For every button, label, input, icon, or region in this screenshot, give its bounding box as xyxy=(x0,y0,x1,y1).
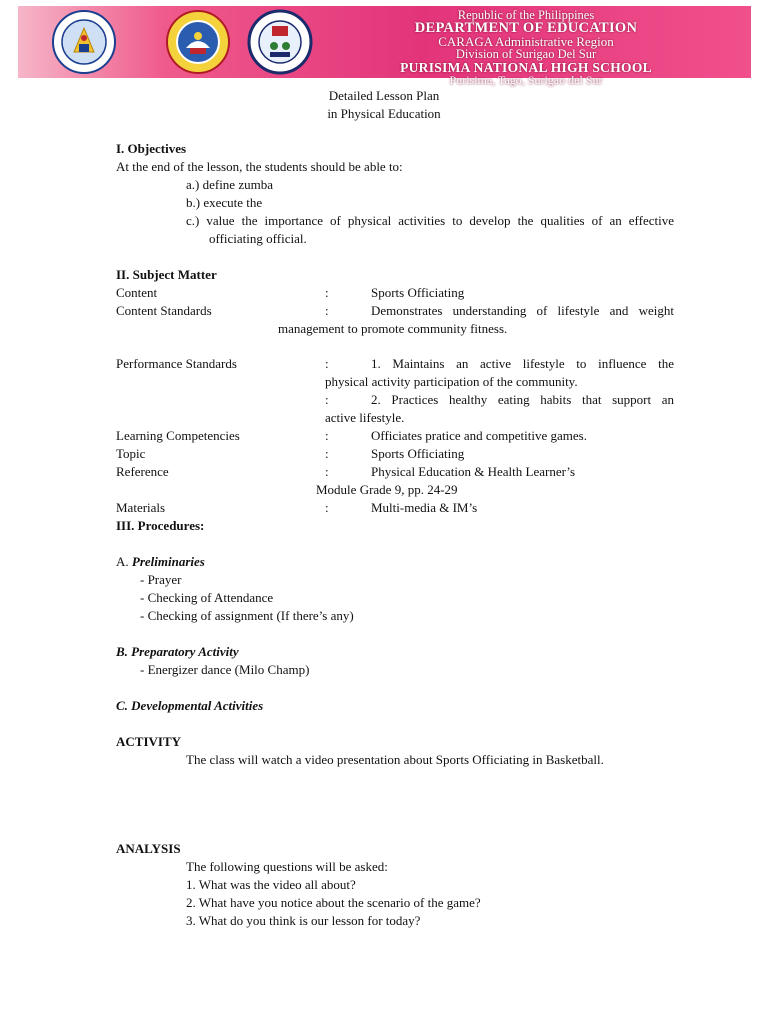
reference-colon: : xyxy=(325,464,329,479)
developmental-activities-heading: C. Developmental Activities xyxy=(116,698,264,713)
learning-competencies-value: Officiates pratice and competitive games. xyxy=(371,428,587,443)
performance-standard-1-line1: 1. Maintains an active lifestyle to influence the xyxy=(371,356,674,371)
objective-c-line2: officiating official. xyxy=(209,231,307,246)
preliminaries-prefix: A. xyxy=(116,554,129,569)
procedures-heading: III. Procedures: xyxy=(116,518,205,533)
header-region: CARAGA Administrative Region xyxy=(438,34,614,49)
header-division: Division of Surigao Del Sur xyxy=(455,47,597,61)
reference-value-line2: Module Grade 9, pp. 24-29 xyxy=(316,482,458,497)
header-text-block xyxy=(341,9,711,87)
performance-standard-2-colon: : xyxy=(325,392,329,407)
reference-label: Reference xyxy=(116,464,169,479)
content-label: Content xyxy=(116,285,158,300)
preliminary-item: - Checking of Attendance xyxy=(140,590,274,605)
doc-title: Detailed Lesson Plan xyxy=(328,88,440,103)
preliminary-item: - Checking of assignment (If there’s any) xyxy=(140,608,354,623)
objectives-intro: At the end of the lesson, the students should be able to: xyxy=(116,159,403,174)
preliminaries-heading xyxy=(116,553,205,571)
objectives-heading: I. Objectives xyxy=(116,141,187,156)
header-republic: Republic of the Philippines xyxy=(457,8,595,22)
materials-colon: : xyxy=(325,500,329,515)
header-school: PURISIMA NATIONAL HIGH SCHOOL xyxy=(400,60,652,75)
performance-standards-colon: : xyxy=(325,356,329,371)
analysis-question: 2. What have you notice about the scenario of the game? xyxy=(186,895,481,910)
content-colon: : xyxy=(325,285,329,300)
performance-standard-1-line2: physical activity participation of the community. xyxy=(325,374,578,389)
topic-colon: : xyxy=(325,446,329,461)
performance-standards-label: Performance Standards xyxy=(116,356,237,371)
performance-standard-2-line2: active lifestyle. xyxy=(325,410,405,425)
objective-b: b.) execute the xyxy=(186,195,263,210)
doc-subtitle: in Physical Education xyxy=(327,106,441,121)
header-department: DEPARTMENT OF EDUCATION xyxy=(414,20,638,36)
division-surigao-del-sur-seal xyxy=(166,10,230,74)
content-standards-value-line2: management to promote community fitness. xyxy=(278,321,508,336)
content-standards-colon: : xyxy=(325,303,329,318)
analysis-question: 1. What was the video all about? xyxy=(186,877,356,892)
learning-competencies-label: Learning Competencies xyxy=(116,428,240,443)
materials-value: Multi-media & IM’s xyxy=(371,500,478,515)
content-standards-value-line1: Demonstrates understanding of lifestyle and weight xyxy=(371,303,674,318)
topic-label: Topic xyxy=(116,446,146,461)
learning-competencies-colon: : xyxy=(325,428,329,443)
objective-c-line1: c.) value the importance of physical activities to develop the qualities of an effective xyxy=(186,213,674,228)
activity-heading: ACTIVITY xyxy=(116,734,182,749)
content-value: Sports Officiating xyxy=(371,285,465,300)
performance-standard-2-line1: 2. Practices healthy eating habits that support an xyxy=(371,392,674,407)
analysis-intro: The following questions will be asked: xyxy=(186,859,388,874)
topic-value: Sports Officiating xyxy=(371,446,465,461)
content-standards-label: Content Standards xyxy=(116,303,212,318)
header-address: Purisima, Tago, Surigao del Sur xyxy=(449,73,603,87)
preliminary-item: - Prayer xyxy=(140,572,182,587)
preparatory-activity-heading: B. Preparatory Activity xyxy=(116,644,239,659)
activity-text: The class will watch a video presentation about Sports Officiating in Basketball. xyxy=(186,752,604,767)
preliminaries-title: Preliminaries xyxy=(131,554,205,569)
header-banner xyxy=(18,6,751,87)
deped-kagawaran-seal xyxy=(52,10,116,74)
purisima-nhs-seal xyxy=(248,10,312,74)
reference-value-line1: Physical Education & Health Learner’s xyxy=(371,464,576,479)
analysis-question: 3. What do you think is our lesson for today? xyxy=(186,913,421,928)
subject-heading: II. Subject Matter xyxy=(116,267,217,282)
objective-a: a.) define zumba xyxy=(186,177,273,192)
analysis-heading: ANALYSIS xyxy=(116,841,181,856)
materials-label: Materials xyxy=(116,500,166,515)
preparatory-item: - Energizer dance (Milo Champ) xyxy=(140,662,310,677)
